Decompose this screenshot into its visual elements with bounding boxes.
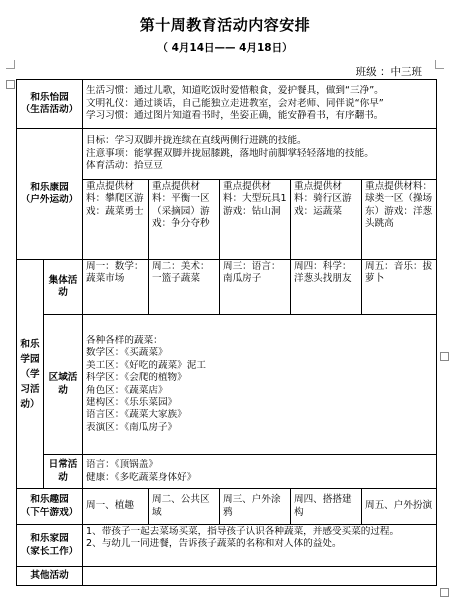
table-move-handle[interactable] (6, 80, 15, 89)
daily-activity-content: 语言：《顶锅盖》 健康：《多吃蔬菜身体好》 (83, 455, 437, 489)
date-range: （ 4月14日—— 4月18日） (157, 42, 293, 54)
margin-corner-mark (435, 60, 444, 69)
game-cell: 周一、植趣 (83, 489, 149, 525)
game-cell: 周五、户外扮演 (362, 489, 437, 525)
schedule-table (16, 79, 437, 586)
label-afternoon-games: 和乐趣园 （下午游戏） (17, 489, 83, 525)
other-content (83, 567, 437, 586)
game-cell: 周三、户外涂鸦 (220, 489, 291, 525)
row-daily-activity (17, 455, 437, 489)
group-activity-cell: 周四：科学：洋葱头找朋友 (291, 260, 362, 315)
label-life: 和乐怡园 （生活活动） (17, 80, 83, 129)
resize-handle[interactable] (440, 588, 449, 597)
outdoor-sport: 体育活动：拾豆豆 (86, 160, 163, 172)
row-area-activity (17, 315, 437, 455)
life-line: 生活习惯：通过儿歌，知道吃饭时爱惜粮食，爱护餐具，做到“三净”。 (86, 85, 384, 97)
outdoor-goal: 目标：学习双脚并拢连续在直线两侧行进跳的技能。 (86, 135, 307, 147)
row-parent-work (17, 525, 437, 567)
label-learning: 和乐学园（学习活动） (17, 260, 44, 489)
row-outdoor-top (17, 129, 437, 180)
group-activity-cell: 周五：音乐：拔萝卜 (362, 260, 437, 315)
area-cell: 重点提供材料：平衡一区（采摘园）游戏：争分夺秒 (149, 180, 220, 260)
row-life (17, 80, 437, 129)
game-cell: 周二、公共区域 (149, 489, 220, 525)
area-cell: 重点提供材料：骑行区游戏：运蔬菜 (291, 180, 362, 260)
group-activity-cell: 周三：语言：南瓜房子 (220, 260, 291, 315)
life-line: 文明礼仪：通过谈话，自己能独立走进教室，会对老师、同伴说“你早” (86, 97, 384, 109)
outdoor-info (83, 129, 437, 180)
life-line: 学习习惯：通过图片知道看书时，坐姿正确，能安静看书，有序翻书。 (86, 110, 384, 122)
area-cell: 重点提供材料：攀爬区游戏：蔬菜勇士 (83, 180, 149, 260)
row-other (17, 567, 437, 586)
group-activity-cell: 周一：数学：蔬菜市场 (83, 260, 149, 315)
label-parent-work: 和乐家园 （家长工作） (17, 525, 83, 567)
group-activity-cell: 周二：美术：一篮子蔬菜 (149, 260, 220, 315)
life-content (83, 80, 437, 129)
game-cell: 周四、搭搭建构 (291, 489, 362, 525)
outdoor-note: 注意事项：能掌握双脚并拢屈膝跳，落地时前脚掌轻轻落地的技能。 (86, 147, 374, 159)
resize-handle[interactable] (440, 352, 449, 361)
label-area-activity: 区域活动 (44, 315, 83, 455)
margin-corner-mark (6, 60, 15, 69)
parent-work-content: 1、带孩子一起去菜场买菜，指导孩子认识各种蔬菜，并感受买菜的过程。 2、与幼儿一同进餐，告诉孩子蔬菜的名称和对人体的益处。 (83, 525, 437, 567)
label-other: 其他活动 (17, 567, 83, 586)
area-cell: 重点提供材料：大型玩具1游戏：钻山洞 (220, 180, 291, 260)
label-group-activity: 集体活动 (44, 260, 83, 315)
row-afternoon-games (17, 489, 437, 525)
row-group-activity (17, 260, 437, 315)
label-daily-activity: 日常活动 (44, 455, 83, 489)
area-activity-content: 各种各样的蔬菜： 数学区：《买蔬菜》 美工区：《好吃的蔬菜》泥工 科学区：《会爬的植物》 角色区：《蔬菜店》 建构区：《乐乐菜园》 语言区：《蔬菜大家族》 表演区：《南瓜房子》 (83, 315, 437, 455)
area-cell: 重点提供材料：球类一区（操场东）游戏：洋葱头跳高 (362, 180, 437, 260)
class-label: 班级 ：中三班 (355, 66, 422, 78)
label-outdoor: 和乐康园 （户外运动） (17, 129, 83, 260)
page-title: 第十周教育活动内容安排 (139, 16, 311, 34)
